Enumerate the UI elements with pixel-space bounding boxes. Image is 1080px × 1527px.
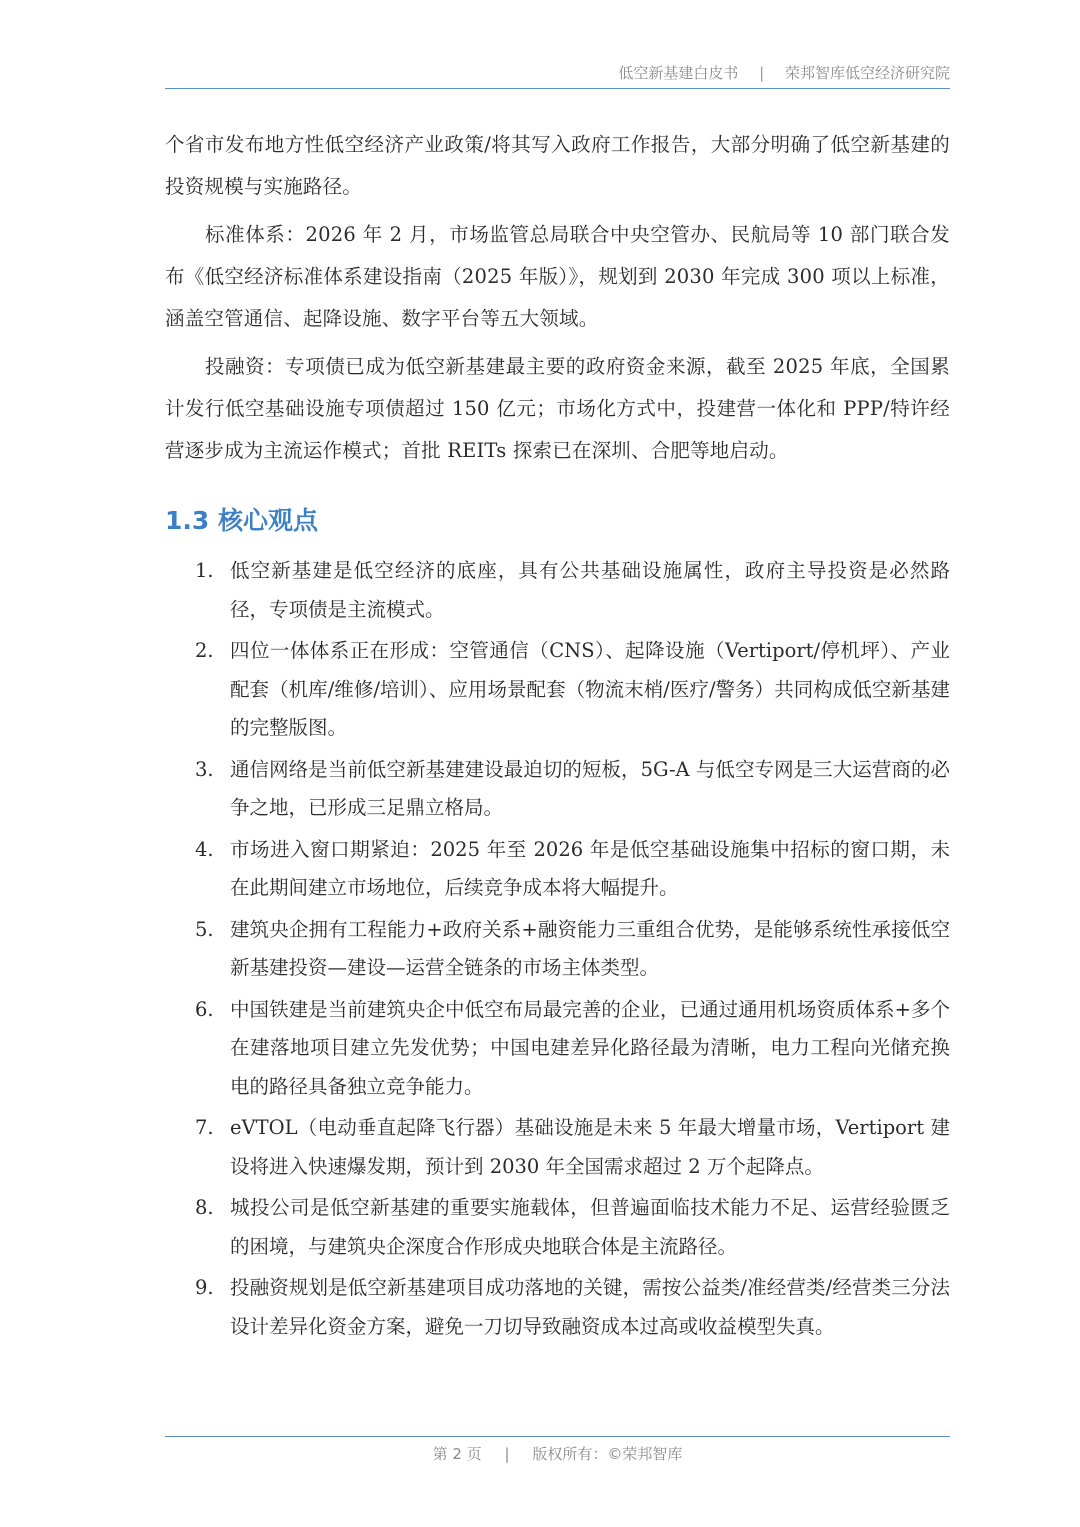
list-text: 城投公司是低空新基建的重要实施载体，但普遍面临技术能力不足、运营经验匮乏的困境，与建筑央企深度合作形成央地联合体是主流路径。 bbox=[230, 1196, 950, 1258]
list-item bbox=[165, 1189, 950, 1266]
core-points-list bbox=[165, 552, 950, 1346]
list-text: eVTOL（电动垂直起降飞行器）基础设施是未来 5 年最大增量市场，Vertiport 建设将进入快速爆发期，预计到 2030 年全国需求超过 2 万个起降点。 bbox=[230, 1116, 950, 1178]
list-number: 2. bbox=[195, 639, 214, 662]
list-text: 投融资规划是低空新基建项目成功落地的关键，需按公益类/准经营类/经营类三分法设计差异化资金方案，避免一刀切导致融资成本过高或收益模型失真。 bbox=[230, 1276, 950, 1338]
list-number: 6. bbox=[195, 997, 214, 1021]
list-text: 市场进入窗口期紧迫：2025 年至 2026 年是低空基础设施集中招标的窗口期，未在此期间建立市场地位，后续竞争成本将大幅提升。 bbox=[230, 837, 950, 899]
list-number: 7. bbox=[195, 1116, 214, 1139]
list-text: 通信网络是当前低空新基建建设最迫切的短板，5G-A 与低空专网是三大运营商的必争之地，已形成三足鼎立格局。 bbox=[230, 757, 950, 819]
list-item bbox=[165, 911, 950, 988]
list-text: 建筑央企拥有工程能力+政府关系+融资能力三重组合优势，是能够系统性承接低空新基建投资—建设—运营全链条的市场主体类型。 bbox=[230, 917, 950, 979]
paragraph-policy: 个省市发布地方性低空经济产业政策/将其写入政府工作报告，大部分明确了低空新基建的投资规模与实施路径。 bbox=[165, 133, 950, 198]
list-number: 5. bbox=[195, 917, 214, 941]
list-number: 3. bbox=[195, 757, 214, 781]
list-item bbox=[165, 991, 950, 1107]
paragraph-standards: 标准体系：2026 年 2 月，市场监管总局联合中央空管办、民航局等 10 部门联合发布《低空经济标准体系建设指南（2025 年版）》，规划到 2030 年完成 300 项以上标准，涵盖空管通信、起降设施、数字平台等五大领域。 bbox=[165, 223, 950, 330]
list-number: 9. bbox=[195, 1276, 214, 1299]
list-number: 1. bbox=[195, 559, 214, 582]
page-content bbox=[165, 124, 950, 1349]
list-text: 四位一体体系正在形成：空管通信（CNS）、起降设施（Vertiport/停机坪）、产业配套（机库/维修/培训）、应用场景配套（物流末梢/医疗/警务）共同构成低空新基建的完整版图。 bbox=[230, 639, 950, 739]
list-item bbox=[165, 831, 950, 908]
copyright-text: 版权所有：©荣邦智库 bbox=[532, 1445, 683, 1463]
list-item bbox=[165, 632, 950, 748]
page-footer bbox=[165, 1436, 950, 1464]
list-item bbox=[165, 751, 950, 828]
list-number: 8. bbox=[195, 1196, 214, 1219]
list-item bbox=[165, 552, 950, 629]
section-heading: 1.3 核心观点 bbox=[165, 506, 318, 535]
page-number: 第 2 页 bbox=[432, 1445, 482, 1463]
header-title: 低空新基建白皮书 bbox=[618, 64, 739, 82]
footer-separator: | bbox=[504, 1445, 510, 1463]
list-number: 4. bbox=[195, 837, 214, 861]
paragraph-financing: 投融资：专项债已成为低空新基建最主要的政府资金来源，截至 2025 年底，全国累计发行低空基础设施专项债超过 150 亿元；市场化方式中，投建营一体化和 PPP/特许经营逐步成为主流运作模式；首批 REITs 探索已在深圳、合肥等地启动。 bbox=[165, 355, 950, 462]
list-text: 低空新基建是低空经济的底座，具有公共基础设施属性，政府主导投资是必然路径，专项债是主流模式。 bbox=[230, 559, 950, 621]
list-item bbox=[165, 1109, 950, 1186]
header-separator: | bbox=[759, 64, 765, 82]
header-organization: 荣邦智库低空经济研究院 bbox=[784, 64, 950, 82]
page-header bbox=[165, 62, 950, 89]
list-text: 中国铁建是当前建筑央企中低空布局最完善的企业，已通过通用机场资质体系+多个在建落地项目建立先发优势；中国电建差异化路径最为清晰，电力工程向光储充换电的路径具备独立竞争能力。 bbox=[230, 997, 950, 1098]
list-item bbox=[165, 1269, 950, 1346]
